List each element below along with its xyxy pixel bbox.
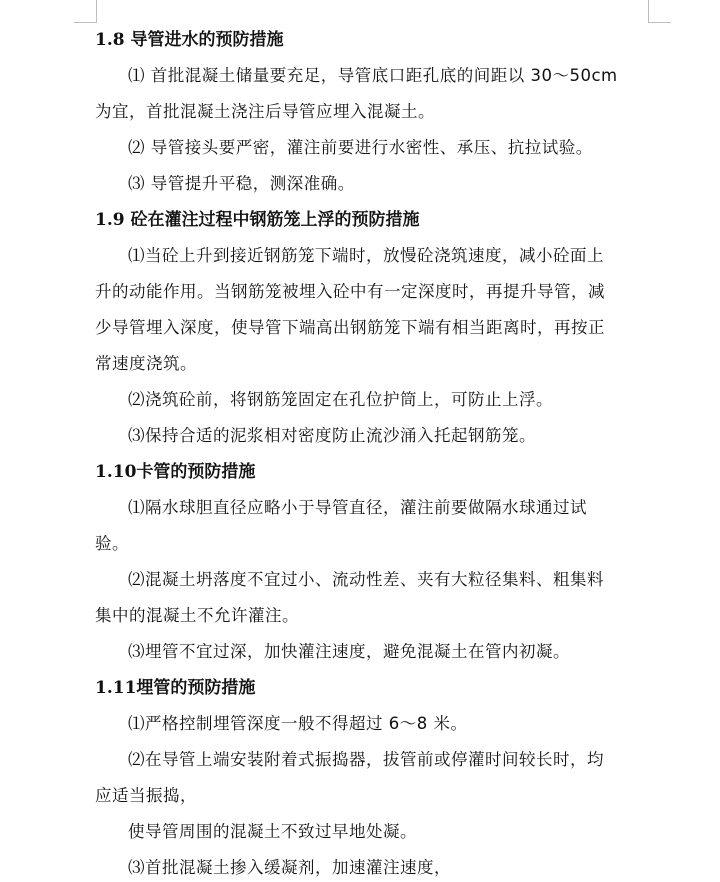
- margin-corner-mark-top-left: [74, 0, 97, 23]
- text-line: ⑵浇筑砼前，将钢筋笼固定在孔位护筒上，可防止上浮。: [128, 390, 553, 409]
- text-line: ⑴隔水球胆直径应略小于导管直径，灌注前要做隔水球通过试: [128, 498, 587, 517]
- paragraph: [95, 418, 660, 454]
- section-heading: 1.9 砼在灌注过程中钢筋笼上浮的预防措施: [95, 210, 420, 230]
- paragraph: [95, 562, 660, 634]
- text-line: ⑵ 导管接头要严密，灌注前要进行水密性、承压、抗拉试验。: [128, 138, 593, 157]
- text-line: ⑴ 首批混凝土储量要充足，导管底口距孔底的间距以 30～50cm: [128, 66, 618, 85]
- paragraph: [95, 382, 660, 418]
- paragraph: [95, 490, 660, 562]
- paragraph: [95, 742, 660, 814]
- text-line: 为宜，首批混凝土浇注后导管应埋入混凝土。: [95, 102, 435, 121]
- document-body: [95, 22, 660, 882]
- text-line: ⑶保持合适的泥浆相对密度防止流沙涌入托起钢筋笼。: [128, 426, 536, 445]
- text-line: ⑵混凝土坍落度不宜过小、流动性差、夹有大粒径集料、粗集料: [128, 570, 604, 589]
- paragraph: [95, 706, 660, 742]
- paragraph: [95, 166, 660, 202]
- section-heading: 1.11埋管的预防措施: [95, 678, 256, 698]
- text-line: ⑴严格控制埋管深度一般不得超过 6～8 米。: [128, 714, 468, 733]
- paragraph: [95, 850, 660, 882]
- text-line: 应适当振捣，: [95, 786, 197, 805]
- text-line: ⑶首批混凝土掺入缓凝剂，加速灌注速度，: [128, 858, 451, 877]
- text-line: ⑶埋管不宜过深，加快灌注速度，避免混凝土在管内初凝。: [128, 642, 570, 661]
- text-line: ⑴当砼上升到接近钢筋笼下端时，放慢砼浇筑速度，减小砼面上: [128, 246, 604, 265]
- paragraph: [95, 130, 660, 166]
- paragraph: [95, 814, 660, 850]
- section-heading: 1.8 导管进水的预防措施: [95, 30, 284, 50]
- section-heading: 1.10卡管的预防措施: [95, 462, 256, 482]
- text-line: 集中的混凝土不允许灌注。: [95, 606, 299, 625]
- paragraph: [95, 238, 660, 382]
- text-line: 升的动能作用。当钢筋笼被埋入砼中有一定深度时，再提升导管，减: [95, 282, 605, 301]
- text-line: ⑶ 导管提升平稳，测深准确。: [128, 174, 355, 193]
- paragraph: [95, 58, 660, 130]
- paragraph: [95, 634, 660, 670]
- text-line: ⑵在导管上端安装附着式振捣器，拔管前或停灌时间较长时，均: [128, 750, 604, 769]
- margin-corner-mark-top-right: [648, 0, 671, 23]
- text-line: 验。: [95, 534, 129, 553]
- text-line: 少导管埋入深度，使导管下端高出钢筋笼下端有相当距离时，再按正: [95, 318, 605, 337]
- text-line: 使导管周围的混凝土不致过早地处凝。: [128, 822, 417, 841]
- text-line: 常速度浇筑。: [95, 354, 197, 373]
